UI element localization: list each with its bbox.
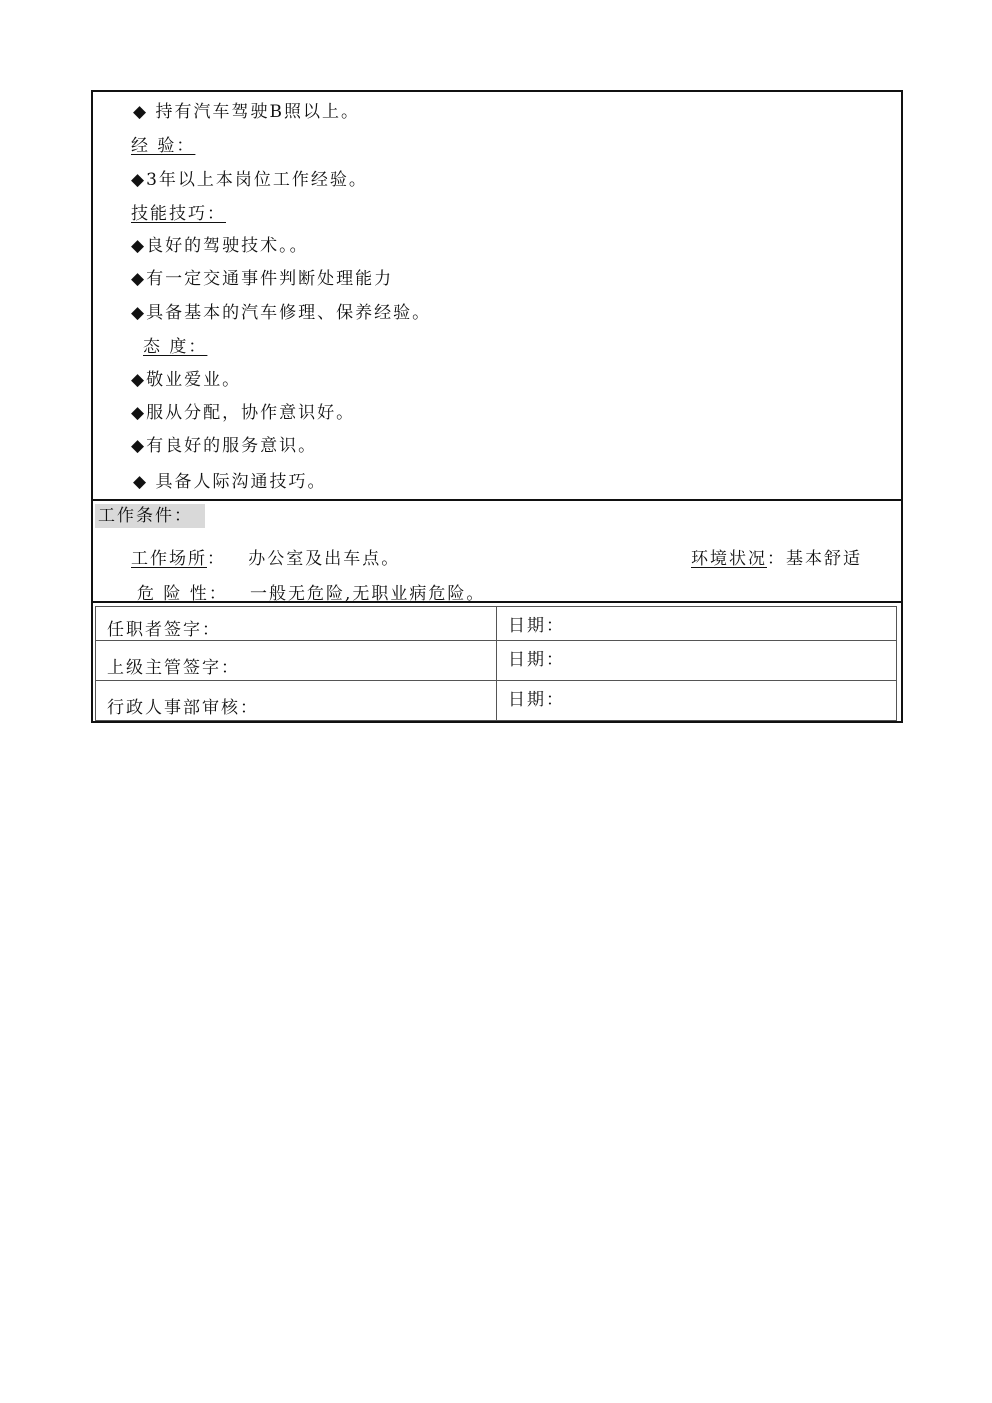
workplace-value: ： 办公室及出车点。	[207, 549, 401, 569]
attitude-item: ◆有良好的服务意识。	[131, 436, 318, 456]
risk-row	[137, 583, 485, 605]
supervisor-date-cell[interactable]: 日期：	[497, 641, 897, 681]
environment-row	[691, 548, 862, 570]
environment-label: 环境状况	[691, 549, 767, 569]
hr-date-cell[interactable]: 日期：	[497, 681, 897, 721]
attitude-item: ◆ 具备人际沟通技巧。	[133, 472, 327, 492]
signature-row	[96, 641, 897, 681]
signature-table	[95, 606, 897, 721]
skills-item: ◆具备基本的汽车修理、保养经验。	[131, 303, 432, 323]
risk-value: ： 一般无危险,无职业病危险。	[208, 584, 486, 604]
experience-item: ◆3年以上本岗位工作经验。	[131, 170, 368, 190]
attitude-heading: 态 度：	[143, 337, 208, 357]
skills-heading: 技能技巧：	[131, 204, 226, 224]
attitude-item: ◆服从分配，协作意识好。	[131, 403, 356, 423]
risk-label: 危 险 性	[137, 584, 209, 604]
environment-value: ：基本舒适	[767, 549, 862, 569]
supervisor-signature-cell[interactable]: 上级主管签字：	[96, 641, 497, 681]
workplace-row	[131, 548, 400, 570]
skills-item: ◆良好的驾驶技术。。	[131, 236, 309, 256]
workplace-label: 工作场所	[131, 549, 207, 569]
job-description-table	[91, 90, 903, 723]
signature-row	[96, 681, 897, 721]
skills-item: ◆有一定交通事件判断处理能力	[131, 269, 394, 289]
signature-row	[96, 607, 897, 641]
hr-review-cell[interactable]: 行政人事部审核：	[96, 681, 497, 721]
qualification-section	[93, 92, 901, 501]
employee-signature-cell[interactable]: 任职者签字：	[96, 607, 497, 641]
employee-date-cell[interactable]: 日期：	[497, 607, 897, 641]
experience-heading: 经 验：	[131, 136, 196, 156]
work-conditions-section	[93, 501, 901, 603]
license-requirement: ◆ 持有汽车驾驶B照以上。	[133, 102, 360, 122]
work-conditions-title: 工作条件：	[95, 504, 205, 528]
attitude-item: ◆敬业爱业。	[131, 370, 242, 390]
